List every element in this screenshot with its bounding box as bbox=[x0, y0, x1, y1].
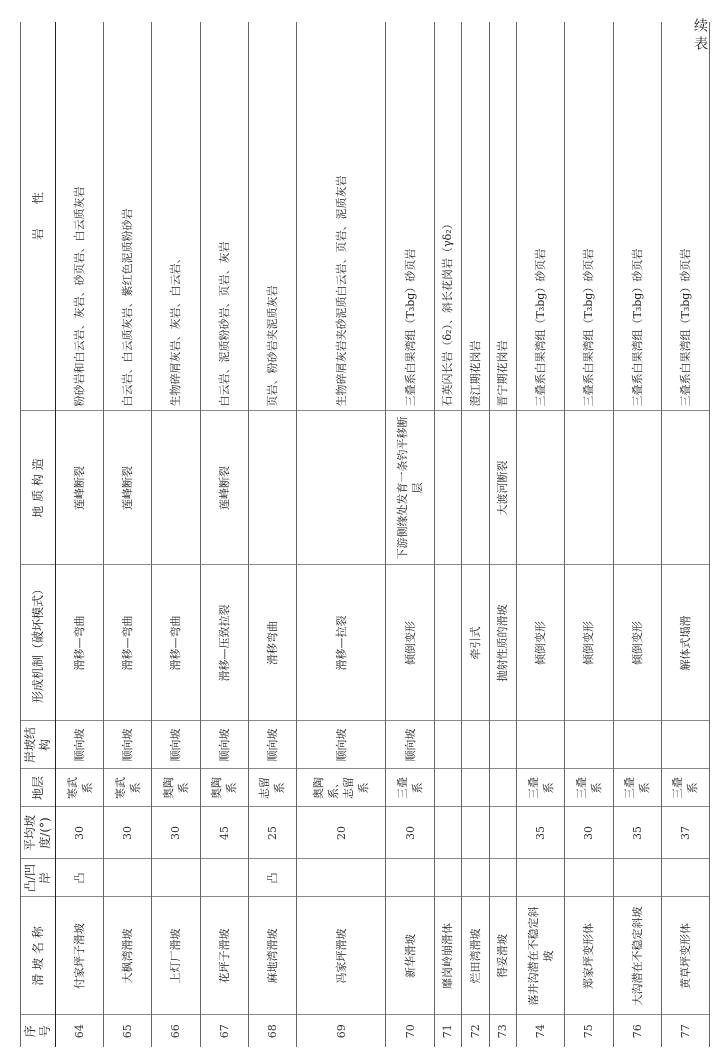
cell-mechanism: 倾倒变形 bbox=[386, 565, 434, 721]
cell-structure: 顺向坡 bbox=[56, 721, 104, 769]
cell-strata bbox=[434, 769, 462, 807]
cell-geology bbox=[248, 411, 296, 565]
cell-name: 大枫湾滑坡 bbox=[104, 897, 152, 1015]
cell-geology: 下游侧缘处发育一条钓平移断层 bbox=[386, 411, 434, 565]
cell-structure: 顺向坡 bbox=[200, 721, 248, 769]
cell-shape bbox=[489, 859, 517, 897]
cell-strata: 奥陶系 bbox=[152, 769, 200, 807]
cell-no: 76 bbox=[613, 1015, 661, 1047]
cell-no: 74 bbox=[517, 1015, 565, 1047]
cell-shape: 凸 bbox=[56, 859, 104, 897]
cell-strata: 三叠系 bbox=[661, 769, 709, 807]
cell-name: 郑家坪变形体 bbox=[565, 897, 613, 1015]
cell-geology: 莲峰断裂 bbox=[200, 411, 248, 565]
cell-shape bbox=[565, 859, 613, 897]
table-row bbox=[386, 22, 434, 1047]
cell-geology: 大渡河断裂 bbox=[489, 411, 517, 565]
cell-mechanism: 滑移弯曲 bbox=[248, 565, 296, 721]
cell-slope: 25 bbox=[248, 807, 296, 859]
cell-structure bbox=[613, 721, 661, 769]
continued-label: 续表 bbox=[692, 18, 708, 54]
cell-strata: 三叠系 bbox=[517, 769, 565, 807]
cell-slope: 35 bbox=[517, 807, 565, 859]
cell-geology bbox=[661, 411, 709, 565]
cell-name: 得妥滑坡 bbox=[489, 897, 517, 1015]
header-slope: 平均坡度/(°) bbox=[21, 807, 56, 859]
table-row bbox=[462, 22, 490, 1047]
cell-name: 上灯厂滑坡 bbox=[152, 897, 200, 1015]
cell-slope bbox=[434, 807, 462, 859]
cell-name: 麻地湾滑坡 bbox=[248, 897, 296, 1015]
cell-slope: 30 bbox=[104, 807, 152, 859]
header-mechanism: 形成机制（破坏模式） bbox=[21, 565, 56, 721]
cell-mechanism: 解体式塌滑 bbox=[661, 565, 709, 721]
cell-lithology: 生物碎屑灰岩、灰岩、白云岩、 bbox=[152, 22, 200, 411]
cell-mechanism: 滑移—弯曲 bbox=[104, 565, 152, 721]
cell-name: 靡岗岭崩滑体 bbox=[434, 897, 462, 1015]
table-row bbox=[56, 22, 104, 1047]
cell-structure: 顺向坡 bbox=[152, 721, 200, 769]
header-no: 序号 bbox=[21, 1015, 56, 1047]
cell-structure bbox=[661, 721, 709, 769]
cell-strata bbox=[489, 769, 517, 807]
cell-mechanism: 倾倒变形 bbox=[517, 565, 565, 721]
cell-no: 64 bbox=[56, 1015, 104, 1047]
rotated-table-wrapper bbox=[20, 22, 710, 1047]
cell-structure bbox=[565, 721, 613, 769]
cell-name: 冯家坪滑坡 bbox=[296, 897, 385, 1015]
header-shape: 凸/凹岸 bbox=[21, 859, 56, 897]
cell-lithology: 石英闪长岩（δ₂）、斜长花岗岩（γδ₂） bbox=[434, 22, 462, 411]
table-row bbox=[517, 22, 565, 1047]
cell-lithology: 页岩、粉砂岩夹泥质灰岩 bbox=[248, 22, 296, 411]
cell-lithology: 三叠系白果湾组（T₃bg）砂页岩 bbox=[565, 22, 613, 411]
cell-mechanism bbox=[434, 565, 462, 721]
table-row bbox=[296, 22, 385, 1047]
header-geology: 地 质 构 造 bbox=[21, 411, 56, 565]
table-row bbox=[489, 22, 517, 1047]
cell-shape bbox=[661, 859, 709, 897]
cell-lithology: 生物碎屑灰岩夹砂泥质白云岩、页岩、泥质灰岩 bbox=[296, 22, 385, 411]
cell-lithology: 三叠系白果湾组（T₃bg）砂页岩 bbox=[386, 22, 434, 411]
header-strata: 地层 bbox=[21, 769, 56, 807]
table-row bbox=[434, 22, 462, 1047]
table-row bbox=[613, 22, 661, 1047]
header-name: 滑 坡 名 称 bbox=[21, 897, 56, 1015]
cell-no: 72 bbox=[462, 1015, 490, 1047]
cell-name: 落井沟潜在不稳定斜坡 bbox=[517, 897, 565, 1015]
cell-geology: 莲峰断裂 bbox=[104, 411, 152, 565]
table-body bbox=[56, 22, 710, 1047]
cell-shape bbox=[613, 859, 661, 897]
cell-lithology: 粉砂岩和白云岩、灰岩、砂页岩、白云质灰岩 bbox=[56, 22, 104, 411]
table-row bbox=[248, 22, 296, 1047]
cell-geology bbox=[565, 411, 613, 565]
cell-mechanism: 倾倒变形 bbox=[613, 565, 661, 721]
cell-strata: 三叠系 bbox=[613, 769, 661, 807]
cell-strata: 奥陶系、志留系 bbox=[296, 769, 385, 807]
cell-shape bbox=[104, 859, 152, 897]
cell-lithology: 白云岩、泥质粉砂岩、页岩、灰岩 bbox=[200, 22, 248, 411]
cell-geology bbox=[296, 411, 385, 565]
cell-mechanism: 滑移—弯曲 bbox=[56, 565, 104, 721]
cell-mechanism: 牵引式 bbox=[462, 565, 490, 721]
cell-no: 66 bbox=[152, 1015, 200, 1047]
cell-name: 黄草坪变形体 bbox=[661, 897, 709, 1015]
cell-slope: 35 bbox=[613, 807, 661, 859]
cell-lithology: 晋宁期花岗岩 bbox=[489, 22, 517, 411]
table-row bbox=[661, 22, 709, 1047]
cell-slope: 30 bbox=[565, 807, 613, 859]
cell-slope: 37 bbox=[661, 807, 709, 859]
header-structure: 岸坡结构 bbox=[21, 721, 56, 769]
cell-name: 花坪子滑坡 bbox=[200, 897, 248, 1015]
cell-lithology: 白云岩、白云质灰岩、紫红色泥质粉砂岩 bbox=[104, 22, 152, 411]
cell-shape bbox=[517, 859, 565, 897]
cell-no: 67 bbox=[200, 1015, 248, 1047]
cell-structure: 顺向坡 bbox=[296, 721, 385, 769]
header-lithology: 岩 性 bbox=[21, 22, 56, 411]
cell-shape: 凸 bbox=[248, 859, 296, 897]
cell-shape bbox=[152, 859, 200, 897]
cell-structure: 顺向坡 bbox=[248, 721, 296, 769]
cell-shape bbox=[434, 859, 462, 897]
cell-strata: 寒武系 bbox=[104, 769, 152, 807]
cell-mechanism: 滑移—压致拉裂 bbox=[200, 565, 248, 721]
cell-strata: 奥陶系 bbox=[200, 769, 248, 807]
cell-structure: 顺向坡 bbox=[386, 721, 434, 769]
cell-structure bbox=[517, 721, 565, 769]
cell-no: 75 bbox=[565, 1015, 613, 1047]
cell-no: 69 bbox=[296, 1015, 385, 1047]
cell-strata: 志留系 bbox=[248, 769, 296, 807]
cell-structure bbox=[489, 721, 517, 769]
cell-shape bbox=[200, 859, 248, 897]
cell-slope: 30 bbox=[152, 807, 200, 859]
cell-no: 73 bbox=[489, 1015, 517, 1047]
cell-mechanism: 抛射性质的滑坡 bbox=[489, 565, 517, 721]
cell-no: 68 bbox=[248, 1015, 296, 1047]
cell-structure bbox=[462, 721, 490, 769]
cell-lithology: 三叠系白果湾组（T₃bg）砂页岩 bbox=[517, 22, 565, 411]
cell-slope bbox=[489, 807, 517, 859]
cell-no: 77 bbox=[661, 1015, 709, 1047]
cell-structure: 顺向坡 bbox=[104, 721, 152, 769]
cell-shape bbox=[296, 859, 385, 897]
cell-name: 大沟潜在不稳定斜坡 bbox=[613, 897, 661, 1015]
cell-slope: 30 bbox=[386, 807, 434, 859]
cell-strata bbox=[462, 769, 490, 807]
cell-strata: 三叠系 bbox=[386, 769, 434, 807]
cell-geology bbox=[462, 411, 490, 565]
cell-mechanism: 倾倒变形 bbox=[565, 565, 613, 721]
cell-geology bbox=[613, 411, 661, 565]
table-row bbox=[565, 22, 613, 1047]
cell-shape bbox=[462, 859, 490, 897]
cell-slope: 30 bbox=[56, 807, 104, 859]
cell-strata: 寒武系 bbox=[56, 769, 104, 807]
cell-geology bbox=[152, 411, 200, 565]
cell-slope: 45 bbox=[200, 807, 248, 859]
landslide-table bbox=[20, 22, 710, 1047]
table-row bbox=[200, 22, 248, 1047]
cell-slope bbox=[462, 807, 490, 859]
cell-strata: 三叠系 bbox=[565, 769, 613, 807]
cell-geology bbox=[434, 411, 462, 565]
cell-no: 65 bbox=[104, 1015, 152, 1047]
cell-lithology: 三叠系白果湾组（T₃bg）砂页岩 bbox=[661, 22, 709, 411]
table-header-row bbox=[21, 22, 56, 1047]
cell-slope: 20 bbox=[296, 807, 385, 859]
cell-name: 新华滑坡 bbox=[386, 897, 434, 1015]
cell-shape bbox=[386, 859, 434, 897]
cell-name: 付家坪子滑坡 bbox=[56, 897, 104, 1015]
table-row bbox=[104, 22, 152, 1047]
cell-lithology: 澄江期花岗岩 bbox=[462, 22, 490, 411]
cell-lithology: 三叠系白果湾组（T₃bg）砂页岩 bbox=[613, 22, 661, 411]
cell-no: 71 bbox=[434, 1015, 462, 1047]
cell-geology bbox=[517, 411, 565, 565]
cell-name: 烂田湾滑坡 bbox=[462, 897, 490, 1015]
cell-no: 70 bbox=[386, 1015, 434, 1047]
cell-geology: 莲峰断裂 bbox=[56, 411, 104, 565]
cell-structure bbox=[434, 721, 462, 769]
table-row bbox=[152, 22, 200, 1047]
cell-mechanism: 滑移—拉裂 bbox=[296, 565, 385, 721]
cell-mechanism: 滑移—弯曲 bbox=[152, 565, 200, 721]
